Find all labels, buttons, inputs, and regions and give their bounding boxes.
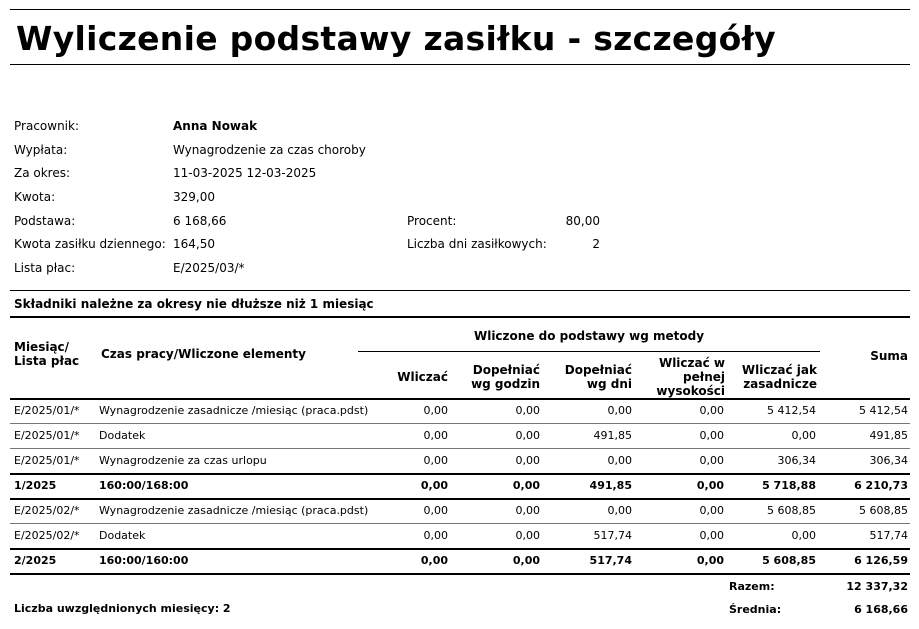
- daily-amount-value: 164,50: [173, 237, 215, 251]
- total-value: 12 337,32: [846, 580, 908, 593]
- table-cell-month: E/2025/01/*: [14, 404, 80, 417]
- months-count: Liczba uwzględnionych miesięcy: 2: [14, 602, 231, 615]
- table-cell-basic: 306,34: [777, 454, 816, 467]
- header-basic-line1: Wliczać jak: [741, 363, 817, 377]
- table-cell-basic: 5 608,85: [767, 504, 816, 517]
- table-cell-fill-hours: 0,00: [515, 504, 540, 517]
- header-fill-hours-line2: wg godzin: [471, 377, 540, 391]
- header-sum: Suma: [870, 349, 908, 363]
- benefit-days-label: Liczba dni zasiłkowych:: [407, 237, 547, 251]
- total-label: Razem:: [729, 580, 775, 593]
- header-group-rule: [358, 351, 820, 352]
- table-cell-desc: Wynagrodzenie za czas urlopu: [99, 454, 267, 467]
- table-cell-full: 0,00: [696, 554, 724, 567]
- section-title: Składniki należne za okresy nie dłuższe niż 1 miesiąc: [14, 297, 374, 311]
- payout-value: Wynagrodzenie za czas choroby: [173, 143, 366, 157]
- table-cell-desc: Wynagrodzenie zasadnicze /miesiąc (praca.pdst): [99, 404, 369, 417]
- table-cell-full: 0,00: [699, 429, 724, 442]
- daily-amount-label: Kwota zasiłku dziennego:: [14, 237, 166, 251]
- page-title: Wyliczenie podstawy zasiłku - szczegóły: [16, 19, 776, 58]
- benefit-days-value: 2: [592, 237, 600, 251]
- period-value: 11-03-2025 12-03-2025: [173, 166, 317, 180]
- employee-value: Anna Nowak: [173, 119, 258, 133]
- table-cell-sum: 5 608,85: [859, 504, 908, 517]
- table-cell-include: 0,00: [420, 479, 448, 492]
- header-method-group: Wliczone do podstawy wg metody: [473, 329, 705, 343]
- table-cell-sum: 491,85: [869, 429, 908, 442]
- base-label: Podstawa:: [14, 214, 76, 228]
- header-fill-days: [545, 363, 632, 391]
- table-cell-fill-hours: 0,00: [515, 454, 540, 467]
- header-fill-hours-line1: Dopełniać: [472, 363, 540, 377]
- table-cell-month: E/2025/01/*: [14, 429, 80, 442]
- header-full-line2: pełnej: [683, 370, 725, 384]
- table-cell-fill-hours: 0,00: [512, 479, 540, 492]
- table-cell-fill-days: 517,74: [593, 529, 632, 542]
- average-value: 6 168,66: [854, 603, 908, 616]
- table-cell-full: 0,00: [696, 479, 724, 492]
- table-cell-sum: 6 210,73: [854, 479, 908, 492]
- amount-label: Kwota:: [14, 190, 56, 204]
- payroll-value: E/2025/03/*: [173, 261, 245, 275]
- table-cell-desc: Wynagrodzenie zasadnicze /miesiąc (praca.pdst): [99, 504, 369, 517]
- header-full-amount: [642, 356, 725, 398]
- table-row-rule: [10, 448, 910, 449]
- table-cell-include: 0,00: [420, 554, 448, 567]
- table-cell-sum: 5 412,54: [859, 404, 908, 417]
- table-row-rule: [10, 548, 910, 550]
- table-cell-fill-hours: 0,00: [515, 429, 540, 442]
- section-bottom-rule: [10, 316, 910, 318]
- table-header-rule: [10, 398, 910, 400]
- table-cell-basic: 5 718,88: [762, 479, 816, 492]
- table-cell-include: 0,00: [423, 504, 448, 517]
- table-cell-include: 0,00: [423, 404, 448, 417]
- table-row-rule: [10, 523, 910, 524]
- table-cell-month: 1/2025: [14, 479, 57, 492]
- table-cell-basic: 5 412,54: [767, 404, 816, 417]
- header-full-line1: Wliczać w: [658, 356, 725, 370]
- header-full-line3: wysokości: [656, 384, 725, 398]
- header-fill-days-line2: wg dni: [586, 377, 632, 391]
- table-cell-full: 0,00: [699, 454, 724, 467]
- table-cell-sum: 306,34: [869, 454, 908, 467]
- table-cell-fill-hours: 0,00: [515, 404, 540, 417]
- table-cell-include: 0,00: [423, 529, 448, 542]
- table-cell-desc: Dodatek: [99, 529, 146, 542]
- table-cell-fill-days: 0,00: [607, 404, 632, 417]
- section-top-rule: [10, 290, 910, 291]
- table-row-rule: [10, 498, 910, 500]
- header-fill-days-line1: Dopełniać: [564, 363, 632, 377]
- period-label: Za okres:: [14, 166, 71, 180]
- table-cell-fill-hours: 0,00: [515, 529, 540, 542]
- table-row-rule: [10, 573, 910, 575]
- base-value: 6 168,66: [173, 214, 227, 228]
- header-fill-hours: [455, 363, 540, 391]
- table-cell-full: 0,00: [699, 504, 724, 517]
- table-cell-fill-hours: 0,00: [512, 554, 540, 567]
- table-cell-full: 0,00: [699, 404, 724, 417]
- table-cell-full: 0,00: [699, 529, 724, 542]
- payroll-label: Lista płac:: [14, 261, 76, 275]
- table-cell-month: E/2025/02/*: [14, 504, 80, 517]
- table-cell-month: 2/2025: [14, 554, 57, 567]
- header-worktime: Czas pracy/Wliczone elementy: [101, 347, 306, 361]
- employee-label: Pracownik:: [14, 119, 79, 133]
- table-cell-basic: 0,00: [791, 529, 816, 542]
- table-row-rule: [10, 423, 910, 424]
- table-cell-desc: 160:00/160:00: [99, 554, 189, 567]
- table-cell-month: E/2025/02/*: [14, 529, 80, 542]
- table-cell-include: 0,00: [423, 429, 448, 442]
- table-cell-desc: 160:00/168:00: [99, 479, 189, 492]
- table-row-rule: [10, 473, 910, 475]
- table-cell-sum: 6 126,59: [854, 554, 908, 567]
- table-cell-include: 0,00: [423, 454, 448, 467]
- table-cell-fill-days: 517,74: [589, 554, 632, 567]
- table-cell-sum: 517,74: [869, 529, 908, 542]
- percent-label: Procent:: [407, 214, 457, 228]
- header-month-line1: Miesiąc/: [14, 340, 70, 354]
- amount-value: 329,00: [173, 190, 215, 204]
- average-label: Średnia:: [729, 603, 782, 616]
- table-cell-basic: 0,00: [791, 429, 816, 442]
- percent-value: 80,00: [565, 214, 600, 228]
- table-cell-fill-days: 491,85: [593, 429, 632, 442]
- header-month: [14, 340, 79, 368]
- header-month-line2: Lista płac: [14, 354, 80, 368]
- table-cell-fill-days: 0,00: [607, 454, 632, 467]
- header-basic-line2: zasadnicze: [743, 377, 817, 391]
- payout-label: Wypłata:: [14, 143, 68, 157]
- table-cell-fill-days: 0,00: [607, 504, 632, 517]
- table-cell-month: E/2025/01/*: [14, 454, 80, 467]
- title-bar: [10, 9, 910, 65]
- table-cell-basic: 5 608,85: [762, 554, 816, 567]
- header-as-basic: [730, 363, 817, 391]
- header-include: Wliczać: [397, 370, 448, 384]
- table-cell-fill-days: 491,85: [589, 479, 632, 492]
- table-cell-desc: Dodatek: [99, 429, 146, 442]
